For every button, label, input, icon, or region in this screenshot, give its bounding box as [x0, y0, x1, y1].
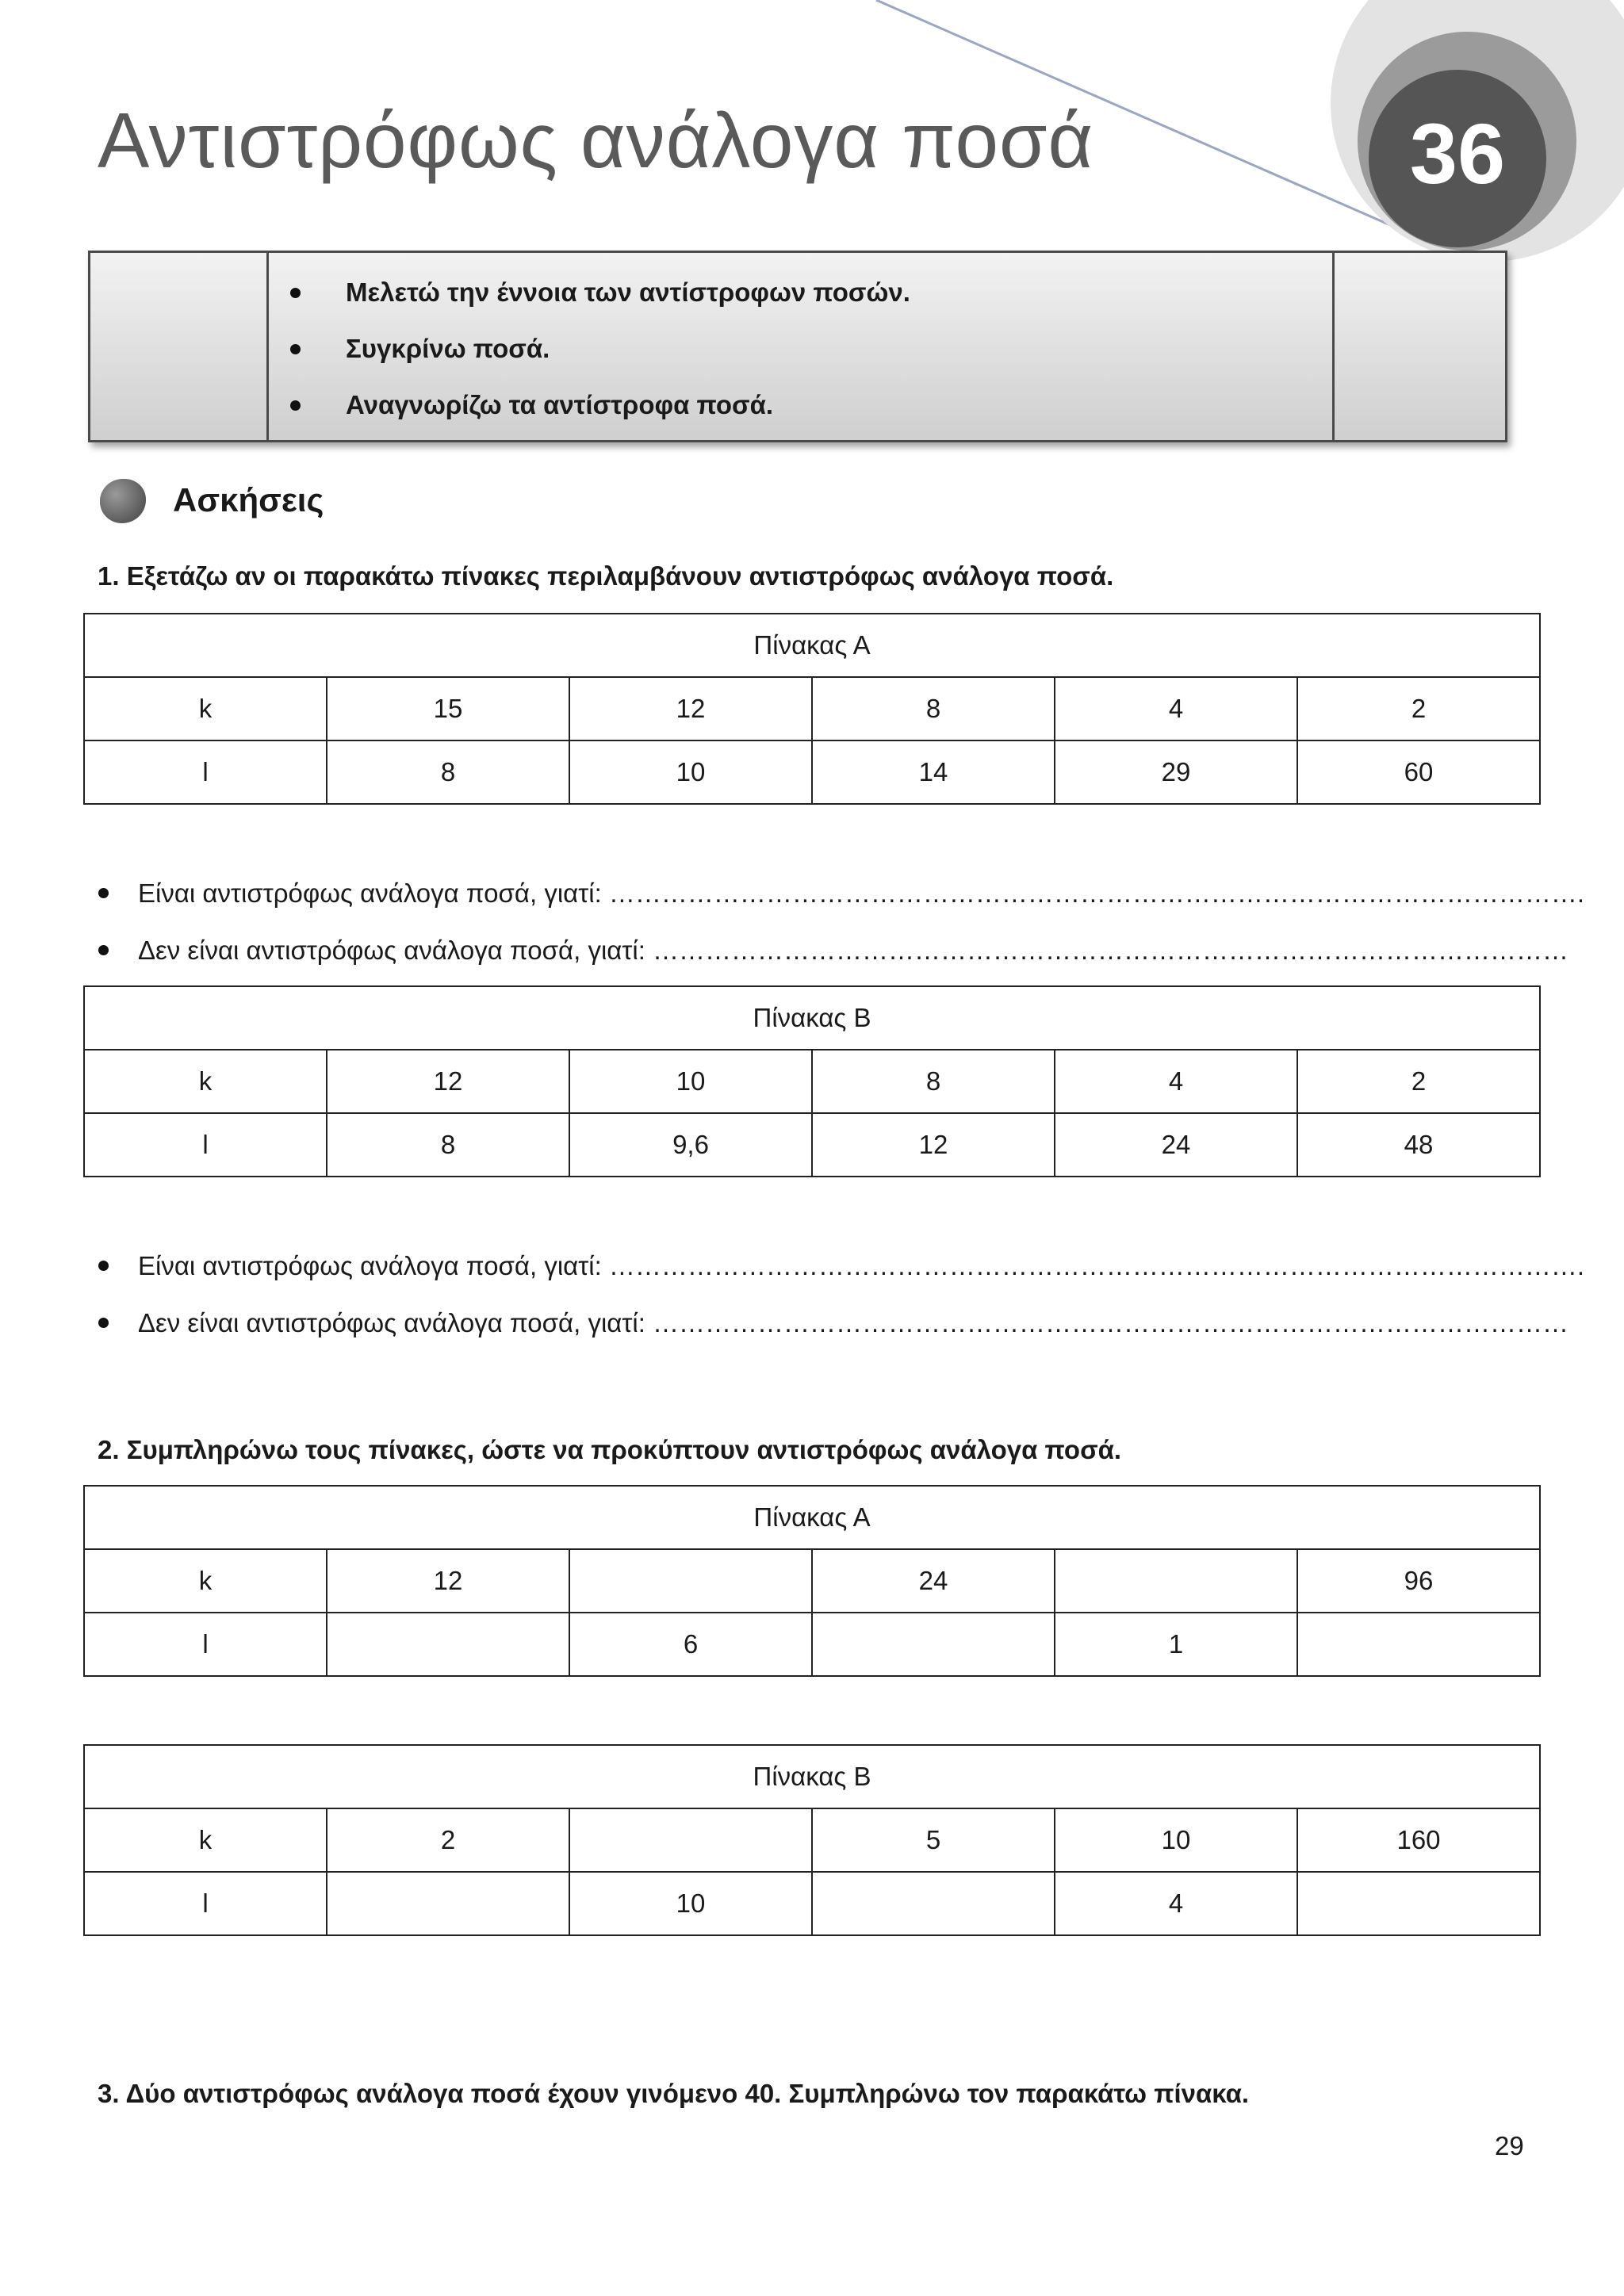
table-row-l — [84, 1613, 1540, 1676]
exercise-2-table-a — [83, 1485, 1541, 1677]
table-cell: 8 — [327, 740, 569, 804]
lesson-number-badge: 36 — [1409, 105, 1506, 201]
table-cell: 12 — [327, 1549, 569, 1613]
exercise-2-table-b — [83, 1744, 1541, 1936]
table-cell: 10 — [569, 1050, 812, 1113]
table-cell: 8 — [812, 1050, 1055, 1113]
table-row-l — [84, 1872, 1540, 1935]
table-cell: 96 — [1297, 1549, 1540, 1613]
table-cell: 14 — [812, 740, 1055, 804]
table-cell: 48 — [1297, 1113, 1540, 1177]
table-cell-blank[interactable] — [812, 1613, 1055, 1676]
table-cell: 24 — [1055, 1113, 1297, 1177]
objectives-box — [88, 251, 1507, 442]
table-cell: k — [84, 1050, 327, 1113]
table-cell-blank[interactable] — [327, 1613, 569, 1676]
table-row-k — [84, 677, 1540, 740]
table-title: Πίνακας Α — [84, 1486, 1540, 1549]
table-cell: 8 — [812, 677, 1055, 740]
objectives-divider-right — [1332, 253, 1335, 440]
exercise-1-table-a — [83, 613, 1541, 805]
table-cell: 24 — [812, 1549, 1055, 1613]
exercise-3-prompt: 3. Δύο αντιστρόφως ανάλογα ποσά έχουν γινόμενο 40. Συμπληρώνω τον παρακάτω πίνακα. — [98, 2079, 1250, 2108]
exercise-2-prompt: 2. Συμπληρώνω τους πίνακες, ώστε να προκύπτουν αντιστρόφως ανάλογα ποσά. — [98, 1435, 1122, 1464]
table-row-l — [84, 740, 1540, 804]
table-cell: 29 — [1055, 740, 1297, 804]
table-cell: k — [84, 1549, 327, 1613]
table-cell: 12 — [569, 677, 812, 740]
table-cell-blank[interactable] — [327, 1872, 569, 1935]
table-cell-blank[interactable] — [1055, 1549, 1297, 1613]
table-cell: 10 — [1055, 1808, 1297, 1872]
answer-line-no[interactable]: Δεν είναι αντιστρόφως ανάλογα ποσά, γιατί: …………………………………………………………………………………………… — [89, 937, 1568, 963]
table-cell: 10 — [569, 1872, 812, 1935]
table-cell: 4 — [1055, 1050, 1297, 1113]
table-cell: 8 — [327, 1113, 569, 1177]
table-cell: k — [84, 1808, 327, 1872]
objective-item: Μελετώ την έννοια των αντίστροφων ποσών. — [290, 264, 910, 320]
table-cell: 2 — [1297, 677, 1540, 740]
table-cell: 15 — [327, 677, 569, 740]
exercise-1-prompt: 1. Εξετάζω αν οι παρακάτω πίνακες περιλαμβάνουν αντιστρόφως ανάλογα ποσά. — [98, 561, 1114, 591]
objectives-divider-left — [266, 253, 269, 440]
section-title: Ασκήσεις — [173, 481, 324, 519]
table-cell-blank[interactable] — [569, 1549, 812, 1613]
answer-line-no[interactable]: Δεν είναι αντιστρόφως ανάλογα ποσά, γιατί: …………………………………………………………………………………………… — [89, 1310, 1568, 1336]
table-title: Πίνακας Β — [84, 1745, 1540, 1808]
table-row-k — [84, 1808, 1540, 1872]
objectives-list — [290, 264, 910, 433]
table-cell: 6 — [569, 1613, 812, 1676]
table-cell: 1 — [1055, 1613, 1297, 1676]
answer-line-yes[interactable]: Είναι αντιστρόφως ανάλογα ποσά, γιατί: …………………………………………………………………………………………………. — [89, 880, 1584, 906]
table-cell-blank[interactable] — [1297, 1872, 1540, 1935]
table-cell: l — [84, 1113, 327, 1177]
table-cell: 12 — [327, 1050, 569, 1113]
table-cell: 4 — [1055, 677, 1297, 740]
table-cell: 2 — [1297, 1050, 1540, 1113]
table-row-k — [84, 1050, 1540, 1113]
table-title: Πίνακας Β — [84, 986, 1540, 1050]
exercise-1-table-b — [83, 985, 1541, 1177]
table-cell: 60 — [1297, 740, 1540, 804]
table-row-k — [84, 1549, 1540, 1613]
table-cell: l — [84, 740, 327, 804]
table-row-l — [84, 1113, 1540, 1177]
table-cell: 12 — [812, 1113, 1055, 1177]
page-title: Αντιστρόφως ανάλογα ποσά — [98, 97, 1094, 184]
table-title: Πίνακας Α — [84, 614, 1540, 677]
table-cell: 5 — [812, 1808, 1055, 1872]
table-cell: 160 — [1297, 1808, 1540, 1872]
objective-item: Συγκρίνω ποσά. — [290, 320, 910, 377]
section-blob-icon — [100, 479, 146, 523]
page-number: 29 — [1495, 2131, 1524, 2160]
table-cell-blank[interactable] — [569, 1808, 812, 1872]
table-cell: 10 — [569, 740, 812, 804]
table-cell-blank[interactable] — [1297, 1613, 1540, 1676]
table-cell: l — [84, 1613, 327, 1676]
table-cell: k — [84, 677, 327, 740]
table-cell-blank[interactable] — [812, 1872, 1055, 1935]
table-cell: 2 — [327, 1808, 569, 1872]
answer-line-yes[interactable]: Είναι αντιστρόφως ανάλογα ποσά, γιατί: …………………………………………………………………………………………………. — [89, 1253, 1584, 1279]
objective-item: Αναγνωρίζω τα αντίστροφα ποσά. — [290, 377, 910, 433]
table-cell: l — [84, 1872, 327, 1935]
table-cell: 4 — [1055, 1872, 1297, 1935]
table-cell: 9,6 — [569, 1113, 812, 1177]
